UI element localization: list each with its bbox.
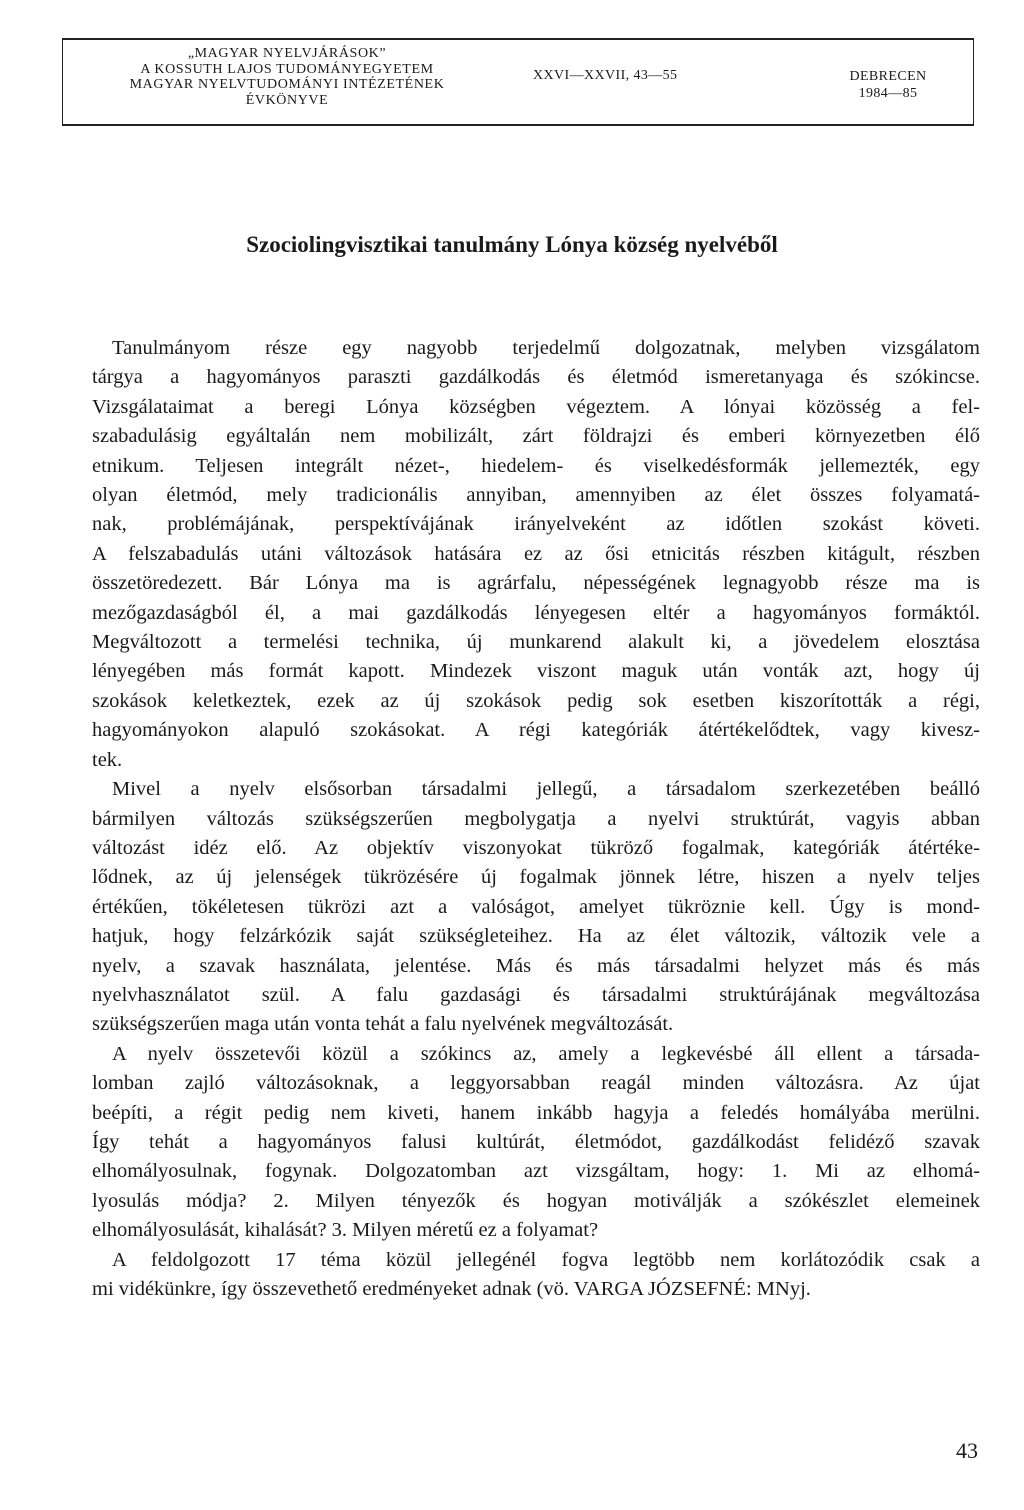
text-line: A feldolgozott 17 téma közül jellegénél fogva legtöbb nem korlátozódik csak a	[112, 1248, 980, 1271]
text-line: Tanulmányom része egy nagyobb terjedelmű dolgozatnak, melyben vizsgálatom	[112, 337, 980, 359]
place: DEBRECEN	[849, 69, 927, 84]
yearbook-label: ÉVKÖNYVE	[245, 92, 329, 108]
volume-pages: XXVI—XXVII, 43—55	[533, 68, 678, 83]
text-line: hagyományokon alapuló szokásokat. A régi kategóriák átértékelődtek, vagy kivesz-	[92, 719, 980, 742]
place-year	[833, 68, 943, 102]
article-body	[92, 334, 980, 1304]
text-line: mi vidékünkre, így összevethető eredményeket adnak (vö. VARGA JÓZSEFNÉ: MNyj.	[92, 1278, 811, 1300]
text-line: lődnek, az új jelenségek tükrözésére új fogalmak jönnek létre, hiszen a nyelv teljes	[92, 866, 980, 889]
text-line: szabadulásig egyáltalán nem mobilizált, zárt földrajzi és emberi környezetben élő	[92, 425, 980, 448]
text-line: bármilyen változás szükségszerűen megbolygatja a nyelvi struktúrát, vagyis abban	[92, 807, 980, 830]
text-line: szükségszerűen maga után vonta tehát a falu nyelvének megváltozását.	[92, 1013, 674, 1036]
text-line: tárgya a hagyományos paraszti gazdálkodás és életmód ismeretanyaga és szókincse.	[92, 366, 980, 389]
text-line: lyosulás módja? 2. Milyen tényezők és hogyan motiválják a szókészlet elemeinek	[92, 1189, 980, 1212]
article-title: Szociolingvisztikai tanulmány Lónya község nyelvéből	[246, 232, 778, 257]
paragraph	[92, 1040, 980, 1246]
text-line: beépíti, a régit pedig nem kiveti, hanem inkább hagyja a feledés homályába merülni.	[92, 1101, 980, 1124]
text-line: A felszabadulás utáni változások hatására ez az ősi etnicitás részben kitágult, részben	[92, 542, 980, 565]
text-line: szokások keletkeztek, ezek az új szokások pedig sok esetben kiszorították a régi,	[92, 689, 980, 712]
paragraph	[92, 775, 980, 1040]
text-line: Így tehát a hagyományos falusi kultúrát, életmódot, gazdálkodást felidéző szavak	[92, 1130, 980, 1153]
text-line: Vizsgálataimat a beregi Lónya községben végeztem. A lónyai közösség a fel-	[92, 395, 980, 418]
text-line: tek.	[92, 748, 123, 771]
text-line: hatjuk, hogy felzárkózik saját szükségleteihez. Ha az élet változik, változik vele a	[92, 925, 980, 948]
text-line: nyelvhasználatot szül. A falu gazdasági és társadalmi struktúrájának megváltozása	[92, 983, 980, 1006]
text-line: nak, problémájának, perspektívájának irányelveként az időtlen szokást követi.	[92, 513, 980, 536]
text-line: lomban zajló változásoknak, a leggyorsabban reagál minden változásra. Az újat	[92, 1072, 980, 1095]
paragraph	[92, 334, 980, 775]
text-line: összetöredezett. Bár Lónya ma is agrárfalu, népességének legnagyobb része ma is	[92, 572, 980, 595]
text-line: elhomályosulnak, fogynak. Dolgozatomban azt vizsgáltam, hogy: 1. Mi az elhomá-	[92, 1160, 980, 1183]
text-line: Mivel a nyelv elsősorban társadalmi jellegű, a társadalom szerkezetében beálló	[112, 778, 980, 801]
page-number: 43	[956, 1438, 978, 1463]
university-name: A KOSSUTH LAJOS TUDOMÁNYEGYETEM	[140, 61, 434, 77]
journal-publisher	[69, 46, 505, 108]
text-line: változást idéz elő. Az objektív viszonyokat tükröző fogalmak, kategóriák átértéke-	[92, 836, 980, 859]
text-line: elhomályosulását, kihalását? 3. Milyen méretű ez a folyamat?	[92, 1219, 599, 1242]
years: 1984—85	[858, 86, 918, 101]
text-line: nyelv, a szavak használata, jelentése. Más és más társadalmi helyzet más és más	[92, 954, 980, 977]
text-line: értékűen, tökéletesen tükrözi azt a valóságot, amelyet tükröznie kell. Úgy is mond-	[92, 895, 980, 918]
paragraph	[92, 1246, 980, 1305]
text-line: Megváltozott a termelési technika, új munkarend alakult ki, a jövedelem elosztása	[92, 631, 980, 654]
text-line: etnikum. Teljesen integrált nézet-, hiedelem- és viselkedésformák jellemezték, egy	[92, 454, 980, 477]
institute-name: MAGYAR NYELVTUDOMÁNYI INTÉZETÉNEK	[129, 77, 445, 92]
journal-header	[62, 38, 974, 126]
text-line: olyan életmód, mely tradicionális annyiban, amennyiben az élet összes folyamatá-	[92, 484, 980, 507]
text-line: lényegében más formát kapott. Mindezek viszont maguk után vonták azt, hogy új	[92, 660, 980, 683]
journal-name: „MAGYAR NYELVJÁRÁSOK”	[187, 46, 387, 61]
text-line: A nyelv összetevői közül a szókincs az, amely a legkevésbé áll ellent a társada-	[112, 1042, 980, 1065]
text-line: mezőgazdaságból él, a mai gazdálkodás lényegesen eltér a hagyományos formáktól.	[92, 601, 980, 624]
